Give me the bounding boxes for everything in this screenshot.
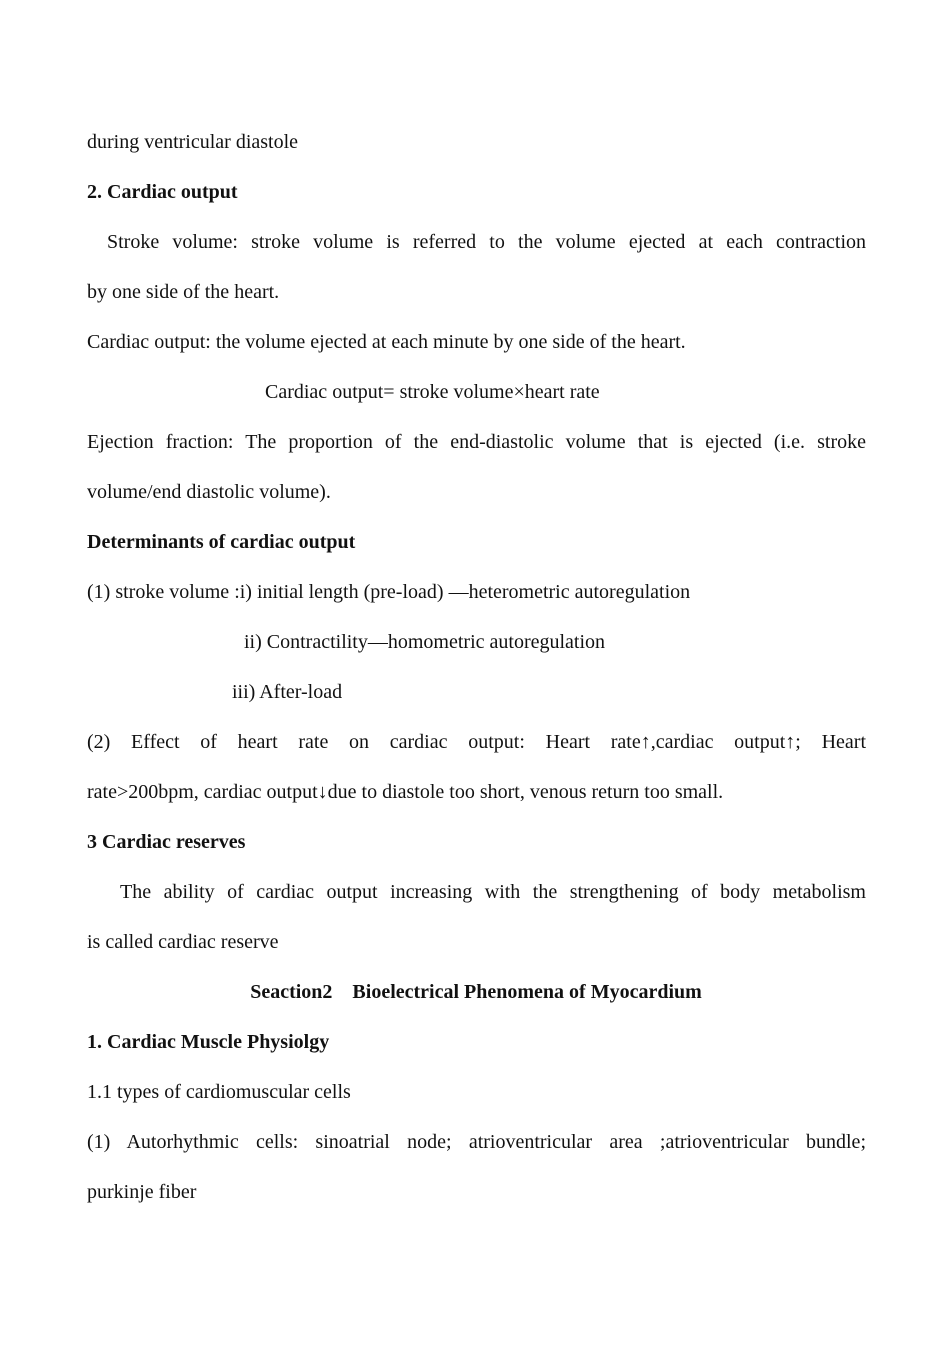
text-line: is called cardiac reserve xyxy=(87,931,279,953)
text-line: iii) After-load xyxy=(232,681,343,703)
text-line: 1.1 types of cardiomuscular cells xyxy=(87,1081,351,1103)
text-line: rate>200bpm, cardiac output↓due to diastole too short, venous return too small. xyxy=(87,781,724,803)
text-line: Stroke volume: stroke volume is referred to the volume ejected at each contraction xyxy=(107,231,866,253)
section-heading: 1. Cardiac Muscle Physiolgy xyxy=(87,1031,330,1053)
text-line: (1) Autorhythmic cells: sinoatrial node; atrioventricular area ;atrioventricular bundle; xyxy=(87,1131,866,1153)
section-heading: 3 Cardiac reserves xyxy=(87,831,246,853)
text-line: Cardiac output: the volume ejected at each minute by one side of the heart. xyxy=(87,331,686,353)
text-line: ii) Contractility—homometric autoregulation xyxy=(244,631,606,653)
text-line: (1) stroke volume :i) initial length (pre-load) —heterometric autoregulation xyxy=(87,581,691,603)
text-line: volume/end diastolic volume). xyxy=(87,481,331,503)
text-line: The ability of cardiac output increasing with the strengthening of body metabolism xyxy=(120,881,866,903)
text-line: Ejection fraction: The proportion of the end-diastolic volume that is ejected (i.e. stroke xyxy=(87,431,866,453)
text-line: (2) Effect of heart rate on cardiac output: Heart rate↑,cardiac output↑; Heart xyxy=(87,731,866,753)
text-line: during ventricular diastole xyxy=(87,131,299,153)
text-line: by one side of the heart. xyxy=(87,281,280,303)
chapter-title: Seaction2 Bioelectrical Phenomena of Myocardium xyxy=(250,981,702,1003)
section-heading: 2. Cardiac output xyxy=(87,181,238,203)
text-line: purkinje fiber xyxy=(87,1181,197,1203)
subsection-heading: Determinants of cardiac output xyxy=(87,531,356,553)
formula-line: Cardiac output= stroke volume×heart rate xyxy=(265,381,600,403)
